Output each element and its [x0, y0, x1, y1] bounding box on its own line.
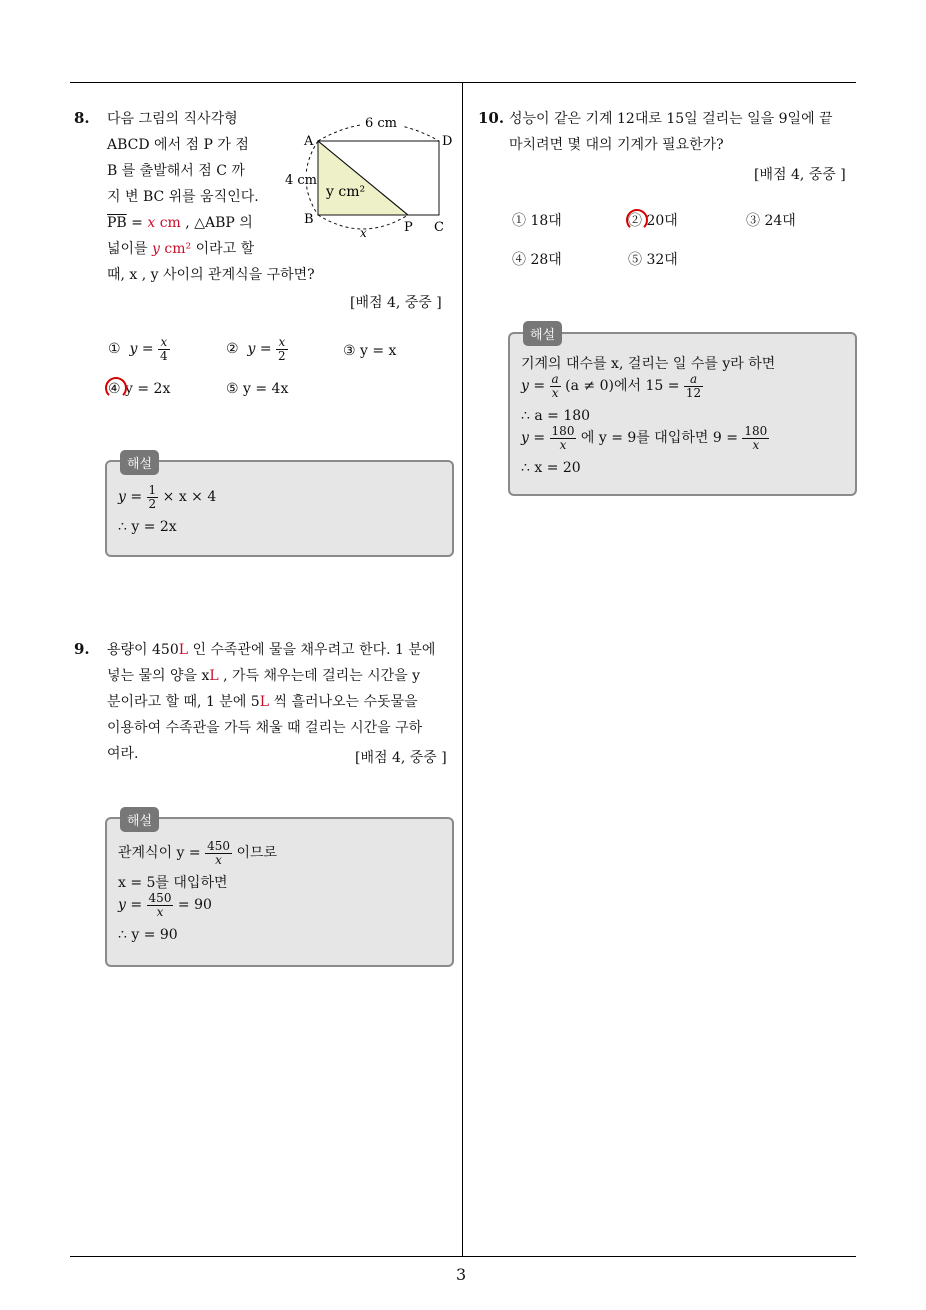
q9-solution-line2: x = 5를 대입하면	[118, 875, 228, 891]
q10-choice-5[interactable]: ⑤ 32대	[628, 252, 678, 268]
q9-score-meta: [배점 4, 중중 ]	[355, 750, 447, 766]
bottom-var-label: x	[360, 226, 367, 240]
rectangle-figure	[285, 108, 465, 240]
q9-solution-line1: 관계식이 y = $\frac{450}{x}$ 이므로	[118, 839, 278, 867]
q10-solution-line2: y = $\frac{a}{x}$ (a ≠ 0)에서 15 = $\frac{a}{12}$	[521, 372, 702, 400]
answer-circle-mark	[626, 209, 648, 231]
q9-solution-line3: y = $\frac{450}{x}$ = 90	[118, 891, 212, 919]
q10-choice-4[interactable]: ④ 28대	[512, 252, 562, 268]
q9-text-line5: 여라.	[107, 746, 139, 762]
q9-solution-line4: ∴ y = 90	[118, 927, 178, 943]
q9-text-line2: 넣는 물의 양을 xL , 가득 채우는데 걸리는 시간을 y	[107, 668, 421, 684]
vertex-c: C	[434, 220, 444, 235]
q8-choice-4[interactable]: ④ y = 2x	[108, 381, 171, 397]
q8-text-line5: $\overline{PB} = x$ cm , △ABP 의	[107, 215, 253, 231]
q10-solution-line1: 기계의 대수를 x, 걸리는 일 수를 y라 하면	[521, 356, 776, 372]
page-number: 3	[456, 1265, 467, 1284]
q9-text-line1: 용량이 450L 인 수족관에 물을 채우려고 한다. 1 분에	[107, 642, 436, 658]
top-length-label: 6 cm	[364, 116, 398, 131]
q8-choice-2[interactable]: ② y = $\frac{x}{2}$	[226, 335, 286, 363]
answer-circle-mark	[105, 377, 127, 399]
q10-choice-3[interactable]: ③ 24대	[746, 213, 796, 229]
q9-text-line3: 분이라고 할 때, 1 분에 5L 씩 흘러나오는 수돗물을	[107, 694, 418, 710]
q9-solution-tag: 해설	[120, 807, 159, 832]
q10-text-line1: 성능이 같은 기계 12대로 15일 걸리는 일을 9일에 끝	[509, 111, 833, 127]
q10-choice-1[interactable]: ① 18대	[512, 213, 562, 229]
area-label: y cm²	[326, 184, 366, 200]
q10-solution-line4: y = $\frac{180}{x}$ 에 y = 9를 대입하면 9 = $\frac{180}{x}$	[521, 424, 768, 452]
q8-choice-1[interactable]: ① y = $\frac{x}{4}$	[108, 335, 168, 363]
q8-text-line2: ABCD 에서 점 P 가 점	[107, 137, 249, 153]
q10-text-line2: 마치려면 몇 대의 기계가 필요한가?	[509, 137, 724, 153]
vertex-a: A	[304, 134, 314, 149]
q10-number: 10.	[478, 109, 505, 127]
q10-choice-2[interactable]: ② 20대	[628, 213, 678, 229]
q10-solution-line5: ∴ x = 20	[521, 460, 581, 476]
q10-score-meta: [배점 4, 중중 ]	[754, 167, 846, 183]
top-rule	[70, 82, 856, 83]
vertex-b: B	[304, 212, 314, 227]
pb-segment: $\overline{PB}$	[107, 215, 127, 231]
left-length-label: 4 cm	[285, 173, 318, 188]
q8-choice-3[interactable]: ③ y = x	[343, 343, 397, 359]
q8-number: 8.	[74, 109, 90, 127]
q8-text-line4: 지 변 BC 위를 움직인다.	[107, 189, 259, 205]
q9-number: 9.	[74, 640, 90, 658]
q8-solution-line2: ∴ y = 2x	[118, 519, 177, 535]
q8-solution-tag: 해설	[120, 450, 159, 475]
q10-solution-line3: ∴ a = 180	[521, 408, 591, 424]
q10-solution-tag: 해설	[523, 321, 562, 346]
q8-text-line3: B 를 출발해서 점 C 까	[107, 163, 245, 179]
bottom-rule	[70, 1256, 856, 1257]
q8-solution-line1: y = $\frac{1}{2}$ × x × 4	[118, 483, 217, 511]
q8-text-line1: 다음 그림의 직사각형	[107, 111, 238, 127]
q8-score-meta: [배점 4, 중중 ]	[350, 295, 442, 311]
q9-text-line4: 이용하여 수족관을 가득 채울 때 걸리는 시간을 구하	[107, 720, 423, 736]
q8-choice-5[interactable]: ⑤ y = 4x	[226, 381, 289, 397]
q8-text-line7: 때, x , y 사이의 관계식을 구하면?	[107, 267, 315, 283]
column-divider	[462, 82, 463, 1257]
q8-text-line6: 넓이를 y cm² 이라고 할	[107, 241, 255, 257]
vertex-p: P	[404, 220, 413, 235]
vertex-d: D	[442, 134, 453, 149]
